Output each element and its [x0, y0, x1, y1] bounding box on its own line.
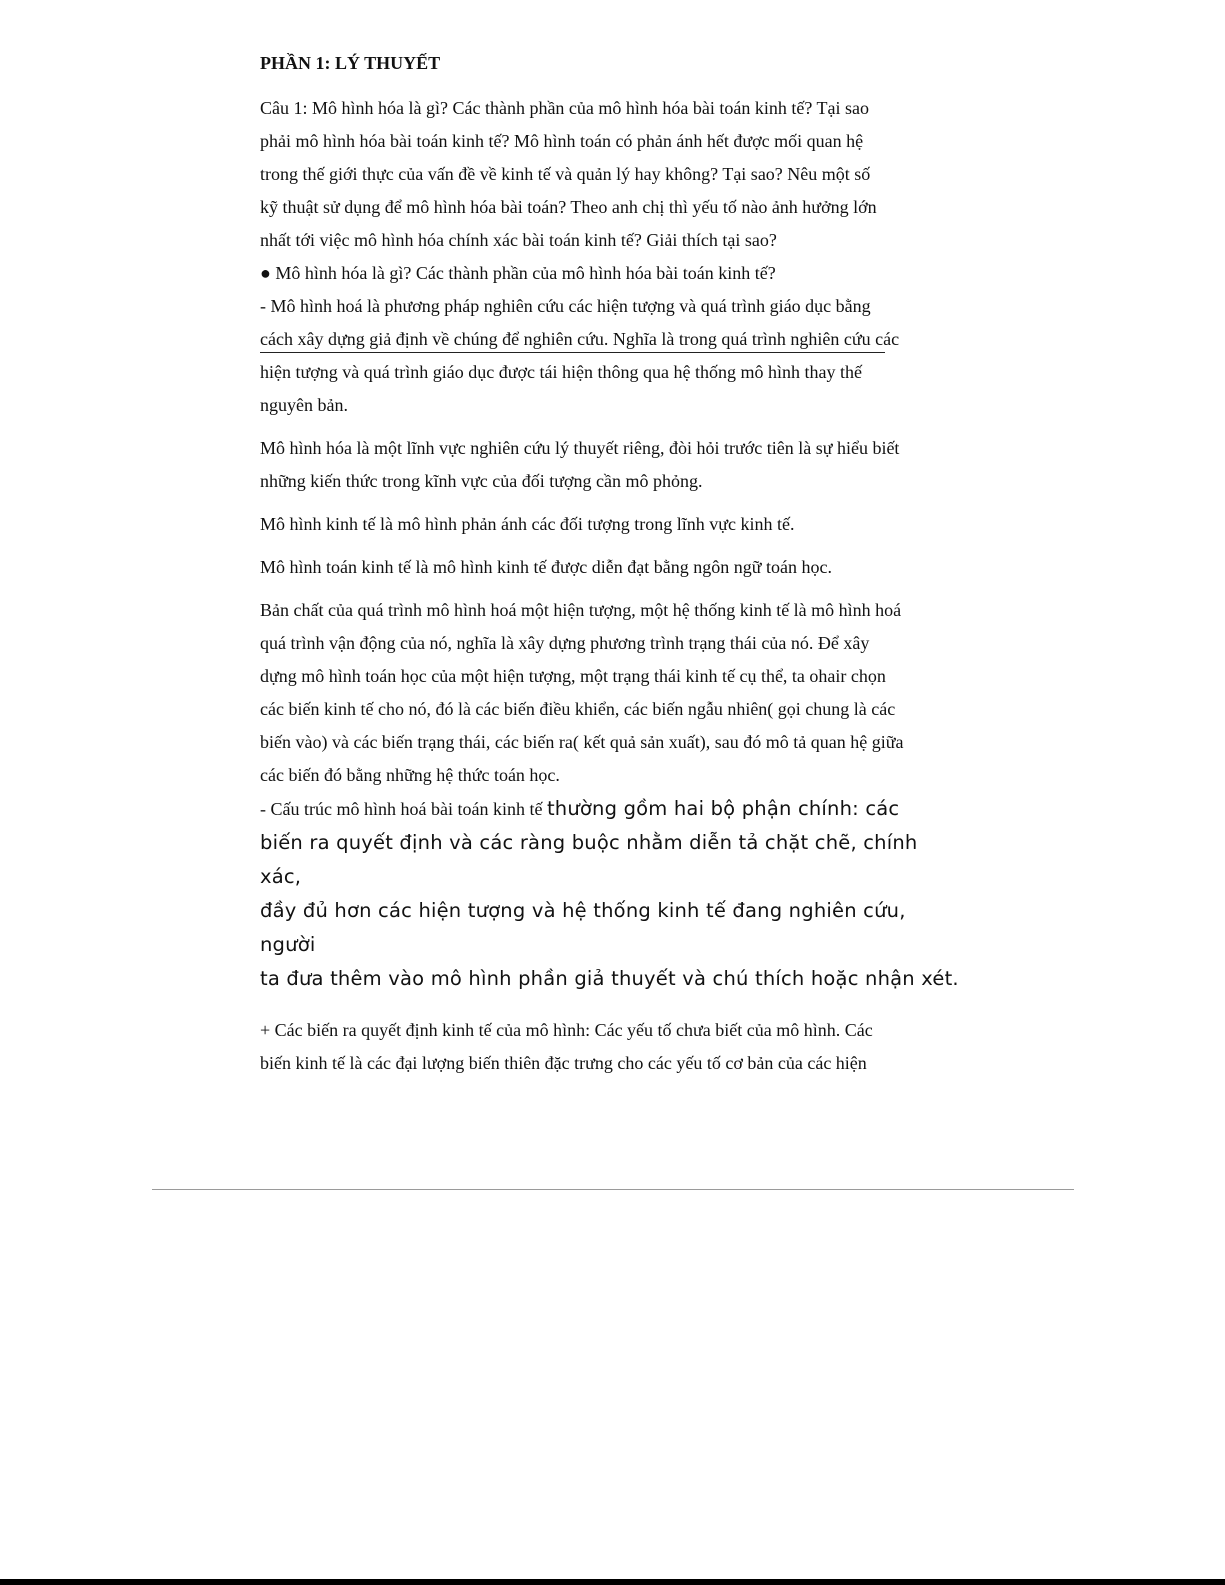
- question-paragraph: [260, 92, 960, 257]
- structure-line: biến ra quyết định và các ràng buộc nhằm diễn tả chặt chẽ, chính xác,: [260, 831, 918, 888]
- document-page: [260, 48, 960, 1080]
- paragraph-2: [260, 432, 960, 498]
- strikethrough-line: [260, 352, 885, 353]
- structure-serif-text: - Cấu trúc mô hình hoá bài toán kinh tế: [260, 799, 547, 819]
- section-heading: PHẦN 1: LÝ THUYẾT: [260, 53, 441, 73]
- paragraph-line: biến vào) và các biến trạng thái, các biến ra( kết quả sản xuất), sau đó mô tả quan hệ giữa: [260, 732, 904, 752]
- paragraph-4: Mô hình toán kinh tế là mô hình kinh tế được diễn đạt bằng ngôn ngữ toán học.: [260, 557, 832, 577]
- definition-line: cách xây dựng giả định về chúng để nghiên cứu. Nghĩa là trong quá trình nghiên cứu các: [260, 329, 900, 349]
- paragraph-line: quá trình vận động của nó, nghĩa là xây dựng phương trình trạng thái của nó. Để xây: [260, 633, 870, 653]
- paragraph-line: Bản chất của quá trình mô hình hoá một hiện tượng, một hệ thống kinh tế là mô hình hoá: [260, 600, 902, 620]
- question-line: kỹ thuật sử dụng để mô hình hóa bài toán? Theo anh chị thì yếu tố nào ảnh hưởng lớn: [260, 197, 877, 217]
- paragraph-line: các biến kinh tế cho nó, đó là các biến điều khiển, các biến ngẫu nhiên( gọi chung là các: [260, 699, 896, 719]
- structure-sans-text: thường gồm hai bộ phận chính: các: [546, 797, 900, 820]
- definition-paragraph: [260, 290, 960, 422]
- question-line: phải mô hình hóa bài toán kinh tế? Mô hình toán có phản ánh hết được mối quan hệ: [260, 131, 864, 151]
- paragraph-line: Mô hình hóa là một lĩnh vực nghiên cứu lý thuyết riêng, đòi hỏi trước tiên là sự hiểu biết: [260, 438, 900, 458]
- paragraph-3: Mô hình kinh tế là mô hình phản ánh các đối tượng trong lĩnh vực kinh tế.: [260, 514, 795, 534]
- paragraph-line: + Các biến ra quyết định kinh tế của mô hình: Các yếu tố chưa biết của mô hình. Các: [260, 1020, 873, 1040]
- paragraph-line: dựng mô hình toán học của một hiện tượng, một trạng thái kinh tế cụ thể, ta ohair chọn: [260, 666, 886, 686]
- question-line: trong thế giới thực của vấn đề về kinh tế và quản lý hay không? Tại sao? Nêu một số: [260, 164, 871, 184]
- definition-line: - Mô hình hoá là phương pháp nghiên cứu các hiện tượng và quá trình giáo dục bằng: [260, 296, 871, 316]
- structure-paragraph: [260, 792, 960, 996]
- bottom-edge-bar: [0, 1579, 1225, 1585]
- paragraph-7: [260, 1014, 960, 1080]
- paragraph-5: [260, 594, 960, 792]
- bullet-heading: ● Mô hình hóa là gì? Các thành phần của mô hình hóa bài toán kinh tế?: [260, 263, 776, 283]
- definition-line: hiện tượng và quá trình giáo dục được tái hiện thông qua hệ thống mô hình thay thế: [260, 362, 862, 382]
- structure-line: ta đưa thêm vào mô hình phần giả thuyết và chú thích hoặc nhận xét.: [260, 967, 959, 990]
- paragraph-line: các biến đó bằng những hệ thức toán học.: [260, 765, 560, 785]
- paragraph-line: những kiến thức trong kĩnh vực của đối tượng cần mô phỏng.: [260, 471, 703, 491]
- question-line: nhất tới việc mô hình hóa chính xác bài toán kinh tế? Giải thích tại sao?: [260, 230, 777, 250]
- page-divider: [152, 1189, 1074, 1190]
- question-line: Câu 1: Mô hình hóa là gì? Các thành phần của mô hình hóa bài toán kinh tế? Tại sao: [260, 98, 870, 118]
- definition-line: nguyên bản.: [260, 395, 348, 415]
- paragraph-line: biến kinh tế là các đại lượng biến thiên đặc trưng cho các yếu tố cơ bản của các hiện: [260, 1053, 867, 1073]
- structure-line: đầy đủ hơn các hiện tượng và hệ thống kinh tế đang nghiên cứu, người: [260, 899, 906, 956]
- structure-first-line: [260, 792, 960, 826]
